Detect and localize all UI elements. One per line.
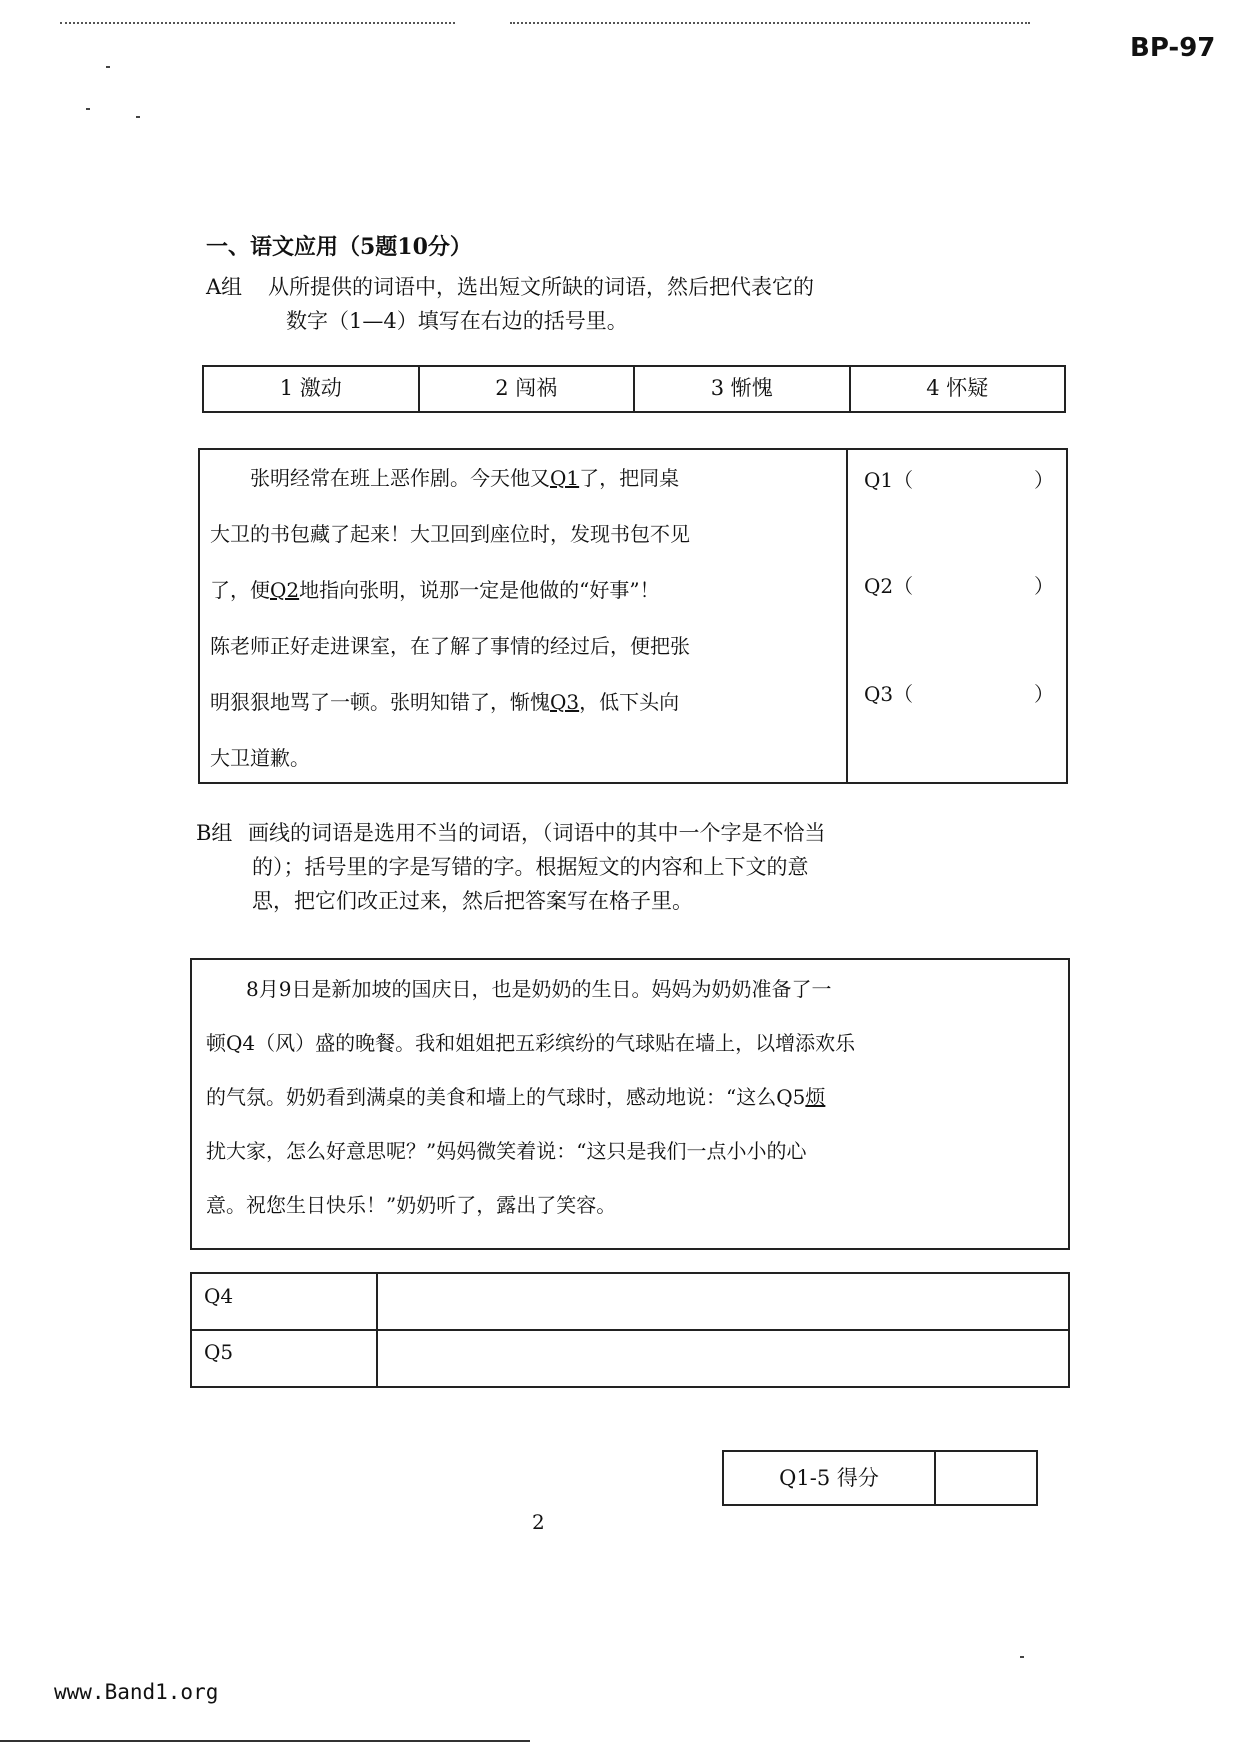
passage-a-line: 大卫道歉。 (210, 746, 310, 770)
score-box (722, 1450, 1038, 1506)
passage-a-line: 陈老师正好走进课室，在了解了事情的经过后，便把张 (210, 634, 690, 658)
word-choice-2: 2 闯祸 (420, 367, 636, 411)
passage-b-line: 顿Q4（风）盛的晚餐。我和姐姐把五彩缤纷的气球贴在墙上，以增添欢乐 (206, 1031, 856, 1055)
answer-table (190, 1272, 1070, 1388)
underlined-word-q5: 烦 (805, 1085, 826, 1109)
word-choice-table (202, 365, 1066, 413)
scan-speck (1020, 1656, 1024, 1658)
score-label: Q1-5 得分 (724, 1452, 936, 1504)
answer-q2[interactable]: Q2（ ） (864, 574, 1054, 598)
blank-q2: Q2 (270, 578, 300, 602)
passage-b-line: 的气氛。奶奶看到满桌的美食和墙上的气球时，感动地说：“这么Q5烦 (206, 1085, 826, 1109)
passage-a (210, 450, 832, 786)
group-b-line-3: 思，把它们改正过来，然后把答案写在格子里。 (252, 889, 693, 913)
passage-a-box (198, 448, 1068, 784)
passage-b-line: 扰大家，怎么好意思呢？”妈妈微笑着说：“这只是我们一点小小的心 (206, 1139, 807, 1163)
answer-row-label: Q5 (204, 1340, 234, 1364)
passage-b-line: 意。祝您生日快乐！”奶奶听了，露出了笑容。 (206, 1193, 617, 1217)
scan-speck (106, 66, 110, 68)
blank-q3: Q3 (550, 690, 580, 714)
answer-row-label: Q4 (204, 1284, 234, 1308)
page-number: 2 (532, 1510, 545, 1534)
footer-line (0, 1740, 530, 1742)
passage-a-line: 明狠狠地骂了一顿。张明知错了，惭愧Q3，低下头向 (210, 690, 680, 714)
passage-a-line: 大卫的书包藏了起来！大卫回到座位时，发现书包不见 (210, 522, 690, 546)
answer-row-q5[interactable] (192, 1330, 1068, 1385)
group-a-instructions (206, 270, 1006, 338)
group-b-tag: B组 (196, 821, 233, 845)
word-choice-3: 3 惭愧 (635, 367, 851, 411)
answer-q1[interactable]: Q1（ ） (864, 468, 1054, 492)
word-choice-4: 4 怀疑 (926, 376, 989, 400)
passage-b (206, 962, 1056, 1232)
answer-column-divider (846, 450, 848, 782)
group-a-line-2: 数字（1—4）填写在右边的括号里。 (286, 309, 628, 333)
group-a-tag: A组 (206, 275, 243, 299)
passage-b-box (190, 958, 1070, 1250)
passage-a-line: 张明经常在班上恶作剧。今天他又Q1了，把同桌 (250, 466, 680, 490)
scan-speck (136, 116, 140, 118)
document-code: BP-97 (1130, 33, 1216, 63)
group-b-instructions (196, 816, 1026, 918)
scan-artifact (60, 22, 455, 24)
blank-q1: Q1 (550, 466, 580, 490)
passage-b-line: 8月9日是新加坡的国庆日，也是奶奶的生日。妈妈为奶奶准备了一 (246, 977, 832, 1001)
group-b-line-2: 的）；括号里的字是写错的字。根据短文的内容和上下文的意 (252, 855, 809, 879)
answer-row-q4[interactable] (192, 1274, 1068, 1331)
section-title: 一、语文应用（5题10分） (206, 234, 472, 260)
scan-artifact (510, 22, 1030, 24)
website-footer: www.Band1.org (54, 1680, 219, 1704)
answer-q3[interactable]: Q3（ ） (864, 682, 1054, 706)
scan-speck (86, 108, 90, 110)
passage-a-line: 了，便Q2地指向张明，说那一定是他做的“好事”！ (210, 578, 660, 602)
word-choice-1: 1 激动 (204, 367, 420, 411)
answer-table-divider (376, 1274, 378, 1386)
group-a-line-1: 从所提供的词语中，选出短文所缺的词语，然后把代表它的 (268, 275, 814, 299)
group-b-line-1: 画线的词语是选用不当的词语，（词语中的其中一个字是不恰当 (248, 821, 826, 845)
